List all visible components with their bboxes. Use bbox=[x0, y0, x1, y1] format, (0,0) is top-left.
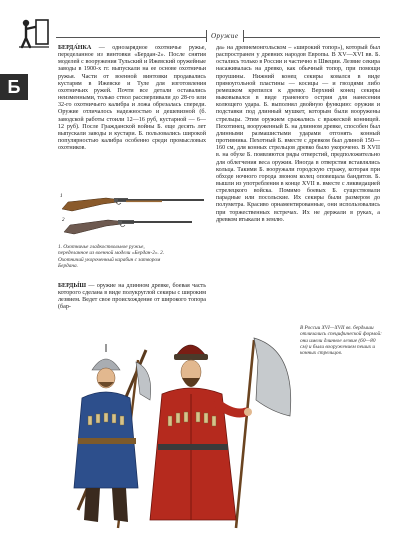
streltsy-soldier-red bbox=[150, 338, 291, 528]
figure-label-2: 2 bbox=[62, 218, 65, 223]
rifles-illustration bbox=[58, 187, 208, 241]
figure-label-1: 1 bbox=[60, 194, 63, 199]
rifles-caption: 1. Охотничье гладкоствольное ружье, переделанное из военной модели «Бердан-2». 2. Охотничий укороченный карабин с затвором Бердана. bbox=[58, 244, 165, 269]
streltsy-soldier-blue bbox=[74, 344, 151, 528]
rifle-2 bbox=[64, 220, 192, 234]
entry-continuation: да» на древнемонгольском – «широкий топор»), который был распространен у древних народов Европы. В XV—XVI вв. Б. остались только в России и частично в Швеции. Лезвие секира насаживалась на древко, как обычный топор, при помощи проушины. Нижний конец секиры ковался в виде прямоугольной пластины — косицы — и гвоздями либо ремешком крепился к древку. Верхний конец секиры выковывался в виде граненого острия для нанесения колющего удара. Б. выполнял двойную функцию: оружия и подставки под длинный мушкет, которым были вооружены стрельцы. Этим оружием сражались с вражеской конницей. Пехотинец, вооруженный Б. на длинном древке, способен был длинными размашистыми ударами отгонять конный противника. Пехотный Б. вместе с древком был длиной 150—160 см, для конных стрельцов древко было укорочено. В XVII в. на обухе Б. появляются ряды отверстий, предположительно для облегчения веса оружия. Иногда в отверстия вставлялись кольца. Такими Б. вооружали городскую стражу, которая при обходе ночного города звоном колец оповещала бандитов. Б. вышли из употребления в конце XVII в. вместе с ликвидацией стрелецкого войска. Помимо боевых Б. существовали парадные или посольские. Их секиры были размером до полуметра. Красиво орнаментированные, они использовались при торжественных встречах. Их не держали в руках, а древком втыкали в землю. bbox=[216, 45, 380, 223]
entry-text: — оружие на длинном древке, боевая часть которого сделана в виде полукруглой секиры с широким лезвием. Ведет свое происхождение от широкого топора (бар- bbox=[58, 283, 206, 311]
soldiers-caption: В России XVI—XVII вв. бердыши отличались специфической формой: они имели длинное лезвие (60—80 см) и были вооружением пеших и конных стрельцов. bbox=[300, 325, 382, 357]
entry-text: — однозарядное охотничье ружье, переделанное из винтовки «Бердан-2». После снятия моделей с вооружения Тульский и Ижевский оружейные заводы в 1900-х гг. выпускали на ее основе охотничьи ружья. Части от военной винтовки продавались кустарям в Ижевске и Туле для изготовления охотничьих ружей. Почти все детали оставались неизменными, только ствол рассверливали до 28-го или 32-го охотничьего калибра и ложа обрезалась спереди. Оружие отличалось надежностью и дешевизной (б. заводской работы стоили 12—16 руб, кустарной — 6—12 руб). После Гражданской войны Б. еще десять лет выпускали заводы и кустари. Б. пользовались широкой популярностью калибра особенно среди промысловых охотников. bbox=[58, 45, 206, 152]
alphabet-tab: Б bbox=[0, 74, 28, 100]
section-label: Оружие bbox=[206, 30, 244, 42]
streltsy-illustration bbox=[58, 320, 300, 530]
rifle-1 bbox=[62, 198, 204, 211]
reading-figure-icon bbox=[16, 16, 50, 50]
entry-berdanka bbox=[58, 45, 206, 152]
entry-term: БЕРДЫ́Ш bbox=[58, 283, 87, 289]
entry-berdysh bbox=[58, 283, 206, 312]
entry-term: БЕРДА́НКА bbox=[58, 45, 92, 51]
